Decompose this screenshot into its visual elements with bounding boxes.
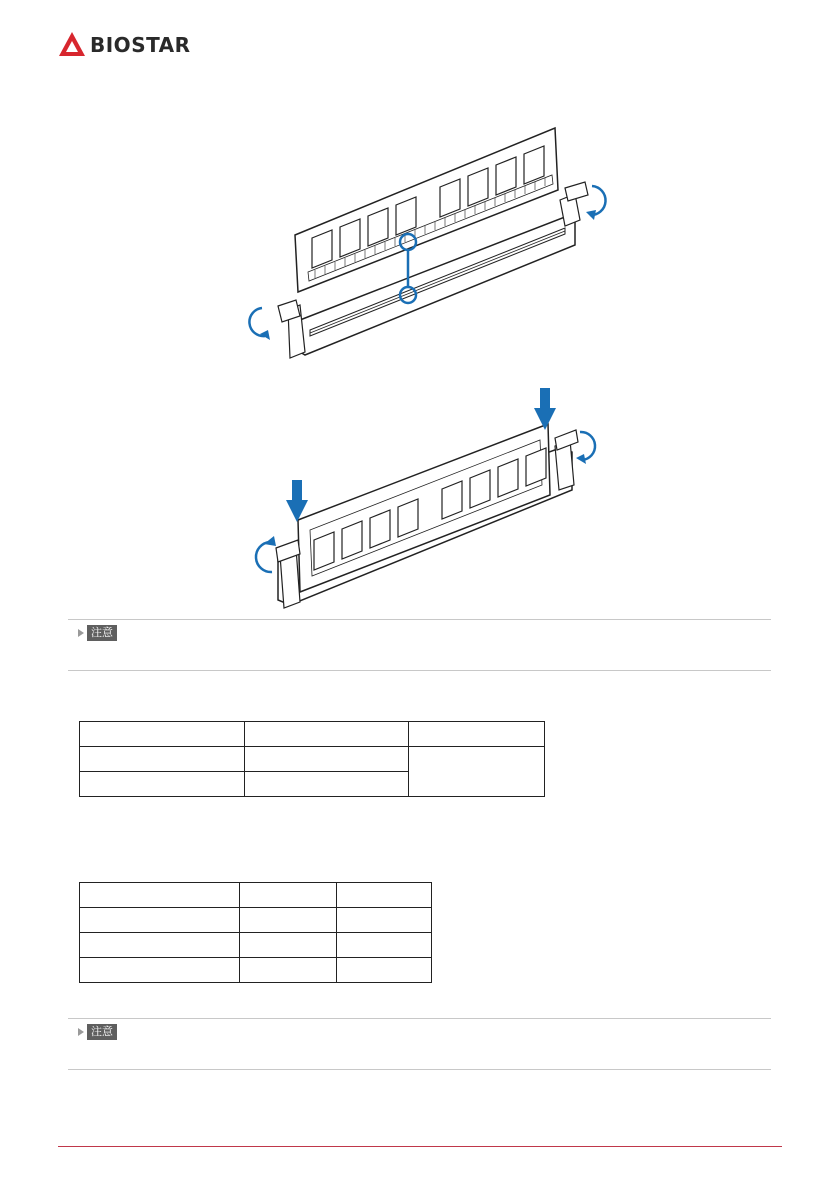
note-box [68,619,771,671]
table-cell [337,958,432,983]
memory-population-table [79,882,432,983]
table-row [80,933,432,958]
dimm-insert-figure [250,380,610,615]
table-cell [80,772,245,797]
biostar-logo-icon [58,30,86,58]
table-cell [240,883,337,908]
table-cell [337,883,432,908]
table-cell [245,747,409,772]
table-cell [409,747,545,797]
dimm-alignment-figure [230,120,610,370]
memory-config-table [79,721,545,797]
note-label [78,625,117,641]
table-cell [80,722,245,747]
table-cell [409,722,545,747]
note-box [68,1018,771,1070]
note-label [78,1024,117,1040]
table-cell [80,747,245,772]
table-row [80,883,432,908]
table-row [80,722,545,747]
note-arrow-icon [78,629,84,637]
note-tag: 注意 [87,1024,117,1040]
table-cell [80,958,240,983]
brand-name: BIOSTAR [90,33,191,57]
table-cell [80,933,240,958]
table-cell [337,908,432,933]
table-cell [245,772,409,797]
table-cell [80,908,240,933]
table-cell [337,933,432,958]
table-row [80,747,545,772]
table-cell [240,933,337,958]
biostar-logo [58,30,198,62]
footer-divider [58,1146,782,1147]
table-cell [245,722,409,747]
table-row [80,958,432,983]
table-cell [80,883,240,908]
table-cell [240,908,337,933]
note-tag: 注意 [87,625,117,641]
table-row [80,908,432,933]
note-arrow-icon [78,1028,84,1036]
table-cell [240,958,337,983]
